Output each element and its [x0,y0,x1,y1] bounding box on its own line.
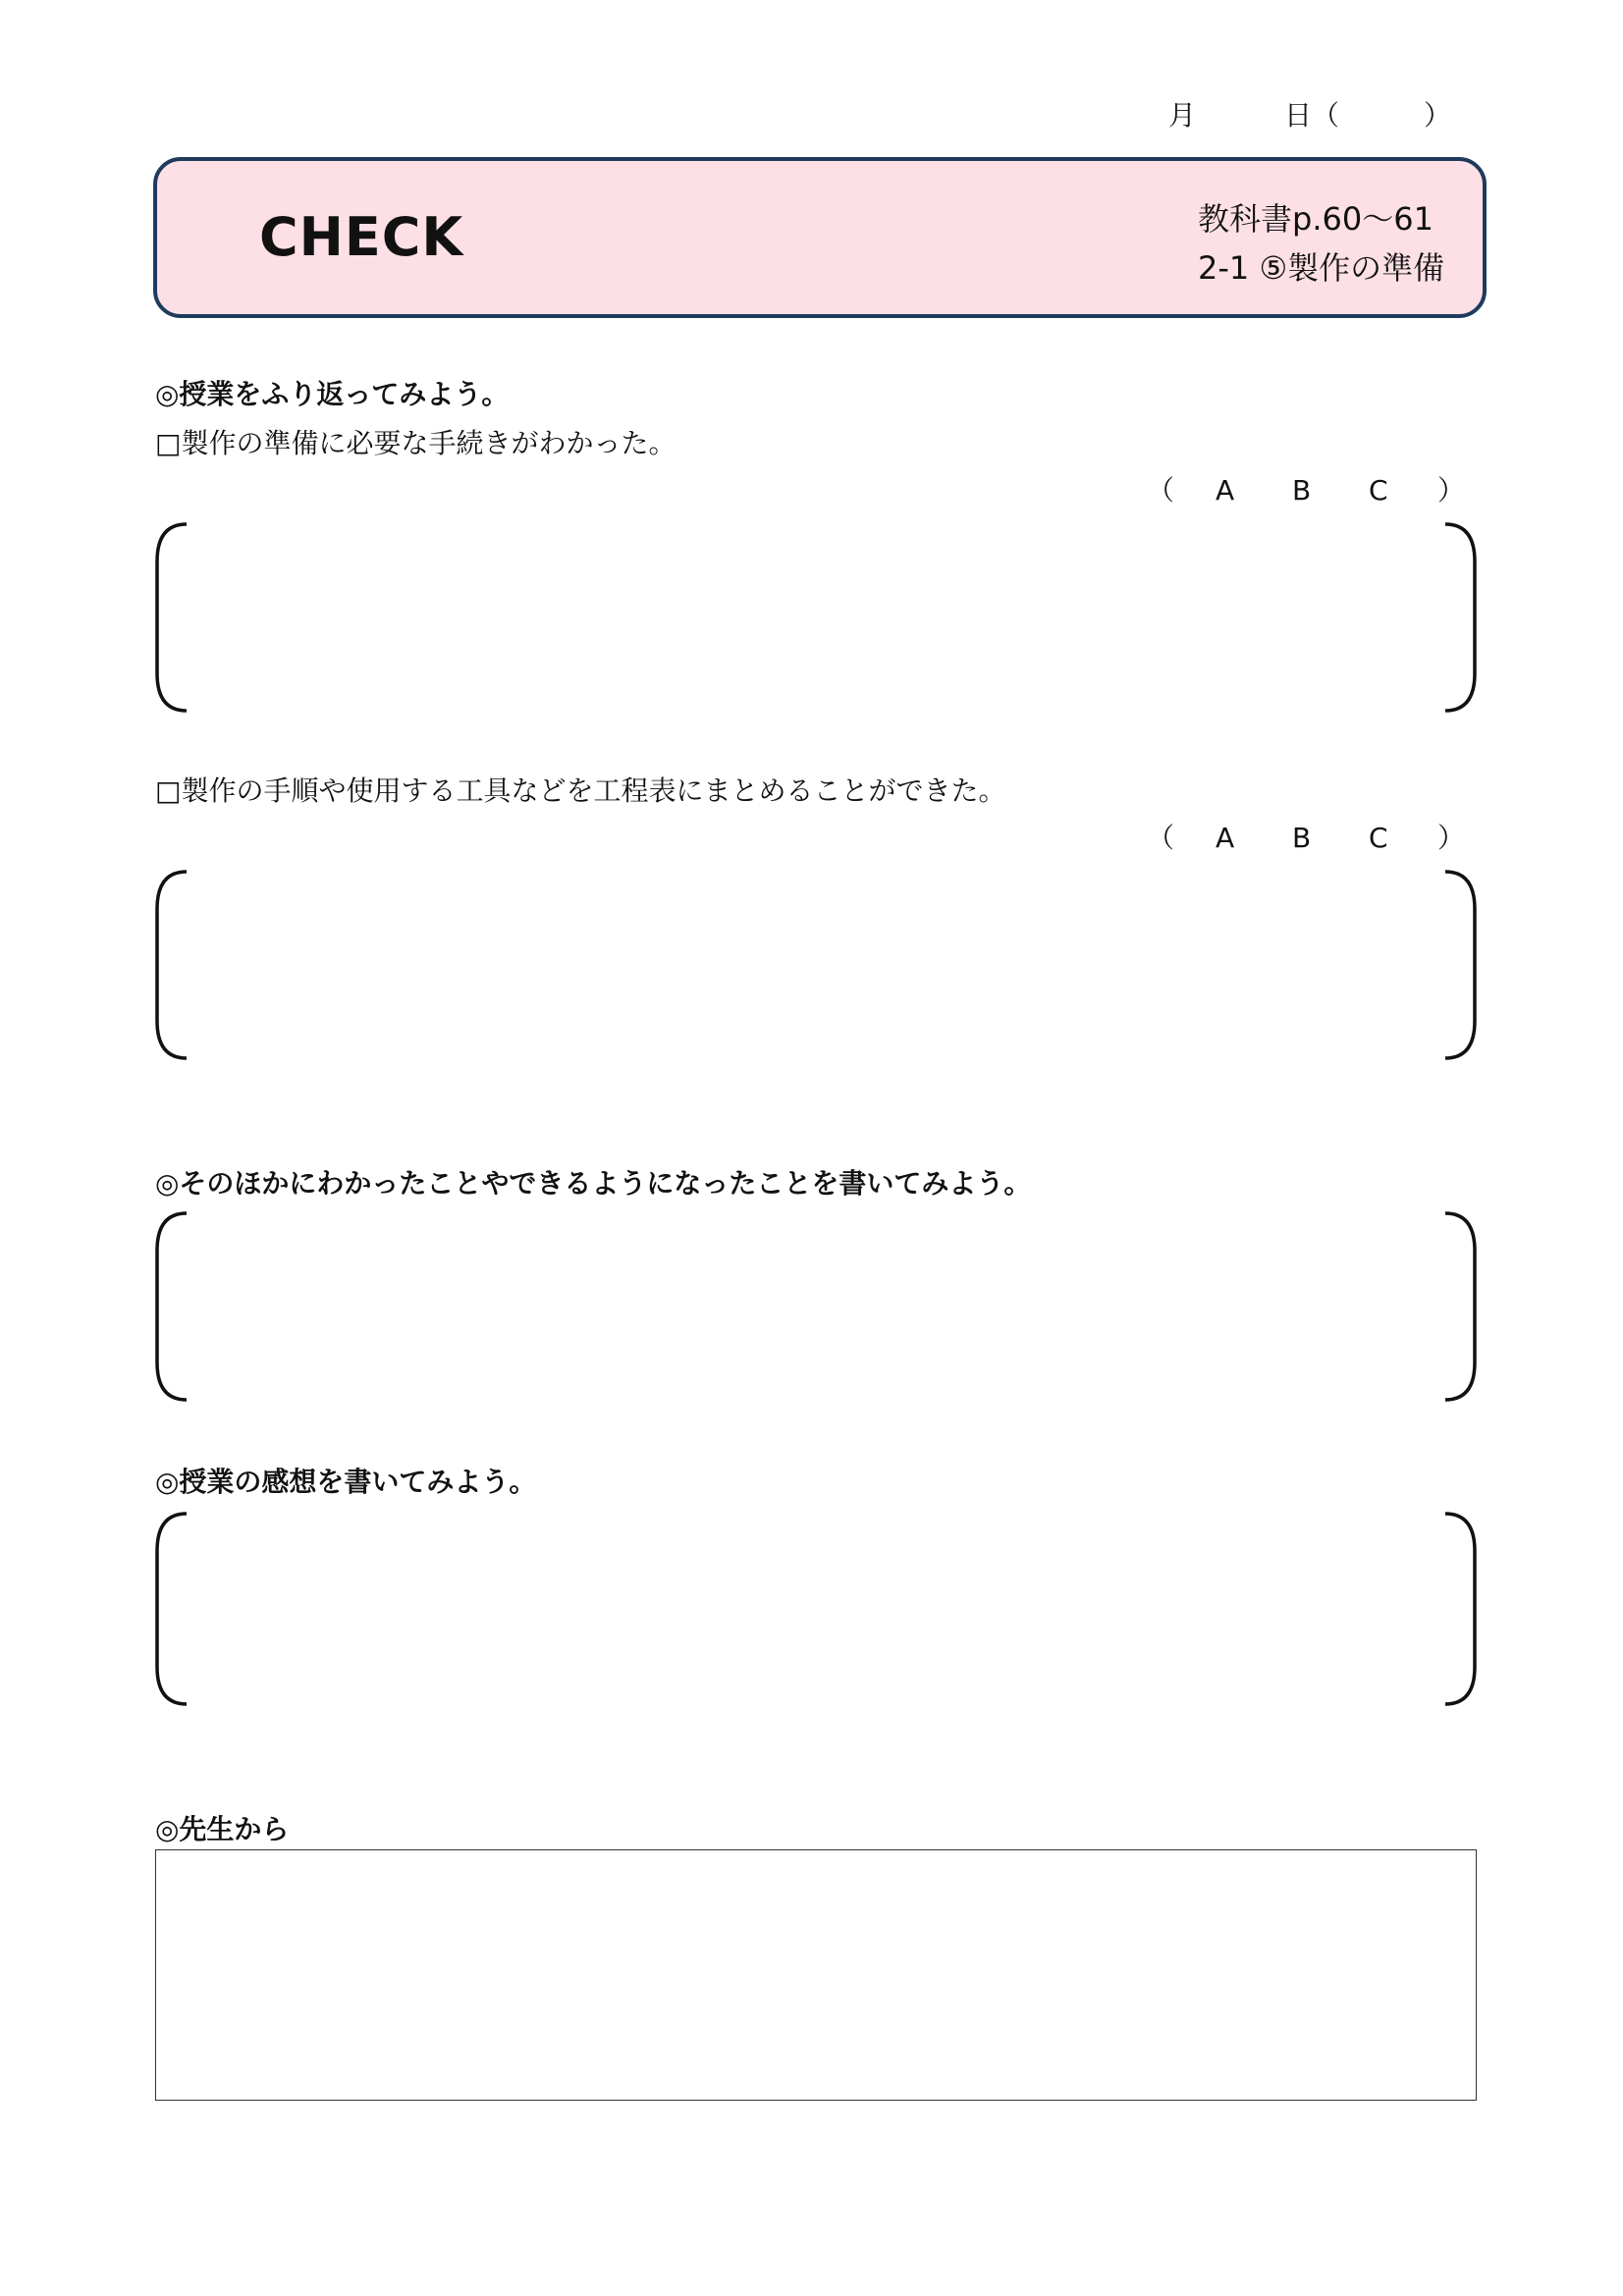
grade-a[interactable]: A [1216,822,1235,854]
grade-c[interactable]: C [1369,822,1388,854]
header-reference [1198,194,1444,293]
grade-b[interactable]: B [1292,822,1312,854]
page-title: CHECK [259,206,464,268]
review-item-1-text: □製作の準備に必要な手続きがわかった。 [155,427,676,459]
grade-close-paren: ） [1437,474,1466,507]
grade-b[interactable]: B [1292,474,1312,507]
textbook-reference: 教科書p.60〜61 [1198,200,1434,238]
teacher-heading: ◎先生から [155,1813,290,1845]
other-heading: ◎そのほかにわかったことやできるようになったことを書いてみよう。 [155,1167,1032,1200]
review-item-2-grade [1147,817,1465,856]
day-label: 日（ [1284,99,1340,132]
teacher-comment-box[interactable] [155,1849,1477,2101]
grade-a[interactable]: A [1216,474,1235,507]
weekday-close-paren: ） [1424,99,1452,132]
review-heading: ◎授業をふり返ってみよう。 [155,378,510,410]
grade-close-paren: ） [1437,822,1466,854]
impressions-heading: ◎授業の感想を書いてみよう。 [155,1466,537,1498]
grade-c[interactable]: C [1369,474,1388,507]
other-answer-box[interactable] [153,1211,1479,1402]
unit-label: 2-1 ⑤製作の準備 [1198,249,1445,287]
review-item-2-answer-box[interactable] [153,870,1479,1060]
grade-open-paren: （ [1147,474,1175,507]
header-banner [153,157,1487,318]
review-item-1-grade [1147,469,1465,508]
month-label: 月 [1168,99,1197,132]
impressions-answer-box[interactable] [153,1512,1479,1702]
review-item-2-text: □製作の手順や使用する工具などを工程表にまとめることができた。 [155,774,1006,807]
grade-open-paren: （ [1147,822,1175,854]
review-item-1-answer-box[interactable] [153,522,1479,713]
